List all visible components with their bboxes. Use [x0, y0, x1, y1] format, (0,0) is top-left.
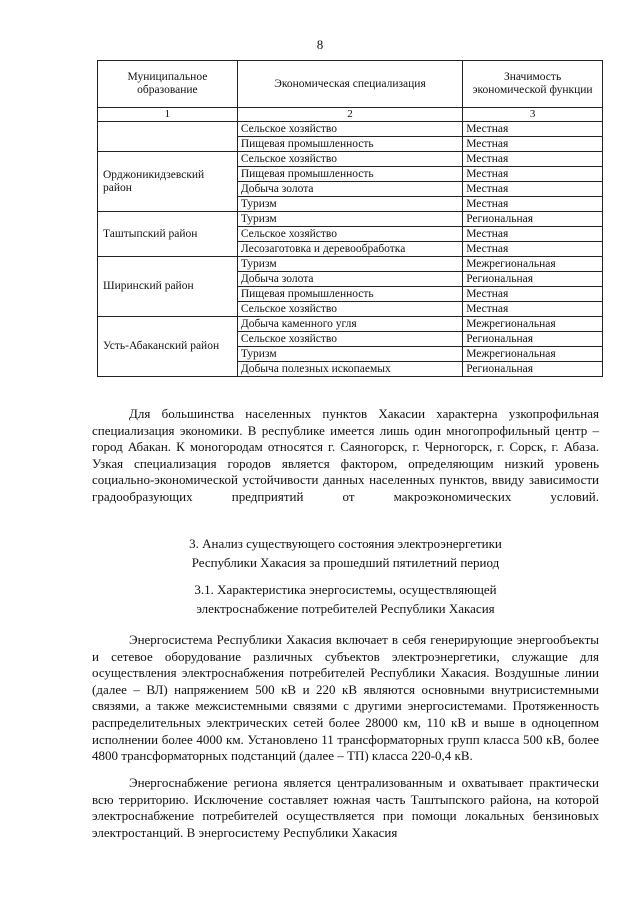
municipality-cell: Орджоникидзевский район — [98, 152, 238, 212]
municipality-cell — [98, 122, 238, 152]
paragraph-specialization: Для большинства населенных пунктов Хакасии характерна узкопрофильная специализация экономики. В республике имеется лишь один многопрофильный центр – город Абакан. К моногородам относятся г. Саяногорск, г. Черногорск, г. Сорск, г. Абаза. Узкая специализация городов является фактором, определяющим низкий уровень социально-экономической устойчивости данных населенных пунктов, ввиду зависимости градообразующих предприятий от макроэкономических условий. — [92, 406, 599, 504]
header-specialization: Экономическая специализация — [237, 61, 462, 108]
significance-cell: Местная — [463, 122, 603, 137]
section-3-1-heading — [92, 580, 599, 618]
significance-cell: Местная — [463, 287, 603, 302]
table-header-row — [98, 61, 603, 108]
significance-cell: Местная — [463, 137, 603, 152]
specialization-cell: Сельское хозяйство — [237, 152, 462, 167]
specialization-cell: Сельское хозяйство — [237, 302, 462, 317]
specialization-cell: Пищевая промышленность — [237, 137, 462, 152]
column-number-row — [98, 108, 603, 122]
table-row — [98, 212, 603, 227]
header-municipality: Муниципальное образование — [98, 61, 238, 108]
heading-line: 3.1. Характеристика энергосистемы, осуществляющей — [194, 582, 497, 597]
specialization-cell: Добыча полезных ископаемых — [237, 362, 462, 377]
specialization-cell: Сельское хозяйство — [237, 332, 462, 347]
significance-cell: Региональная — [463, 212, 603, 227]
specialization-cell: Туризм — [237, 257, 462, 272]
significance-cell: Межрегиональная — [463, 317, 603, 332]
table-row — [98, 257, 603, 272]
specialization-cell: Сельское хозяйство — [237, 122, 462, 137]
significance-cell: Местная — [463, 152, 603, 167]
heading-line: электроснабжение потребителей Республики Хакасия — [196, 601, 495, 616]
specialization-table — [97, 60, 603, 377]
section-3-heading — [92, 534, 599, 572]
header-significance: Значимость экономической функции — [463, 61, 603, 108]
significance-cell: Региональная — [463, 332, 603, 347]
significance-cell: Местная — [463, 167, 603, 182]
heading-line: 3. Анализ существующего состояния электроэнергетики — [189, 536, 502, 551]
specialization-cell: Туризм — [237, 212, 462, 227]
significance-cell: Межрегиональная — [463, 347, 603, 362]
specialization-cell: Добыча золота — [237, 182, 462, 197]
specialization-cell: Туризм — [237, 197, 462, 212]
specialization-cell: Добыча каменного угля — [237, 317, 462, 332]
column-number: 3 — [463, 108, 603, 122]
scan-stamp — [285, 856, 365, 878]
significance-cell: Местная — [463, 242, 603, 257]
heading-line: Республики Хакасия за прошедший пятилетний период — [191, 555, 500, 570]
specialization-cell: Туризм — [237, 347, 462, 362]
table-body — [98, 122, 603, 377]
significance-cell: Местная — [463, 182, 603, 197]
significance-cell: Межрегиональная — [463, 257, 603, 272]
column-number: 2 — [237, 108, 462, 122]
specialization-cell: Пищевая промышленность — [237, 167, 462, 182]
specialization-cell: Добыча золота — [237, 272, 462, 287]
specialization-cell: Сельское хозяйство — [237, 227, 462, 242]
significance-cell: Местная — [463, 227, 603, 242]
significance-cell: Местная — [463, 197, 603, 212]
paragraph-energy-supply: Энергоснабжение региона является централизованным и охватывает практически всю территорию. Исключение составляет южная часть Таштыпского района, на которой электроснабжение потребителей осуществляется при помощи локальных бензиновых электростанций. В энергосистему Республики Хакасия — [92, 775, 599, 840]
column-number: 1 — [98, 108, 238, 122]
table-row — [98, 152, 603, 167]
table-row — [98, 317, 603, 332]
specialization-cell: Пищевая промышленность — [237, 287, 462, 302]
municipality-cell: Усть-Абаканский район — [98, 317, 238, 377]
page-number: 8 — [316, 37, 324, 52]
significance-cell: Местная — [463, 302, 603, 317]
paragraph-energy-system: Энергосистема Республики Хакасия включает в себя генерирующие энергообъекты и сетевое оборудование различных субъектов электроэнергетики, служащие для осуществления электроснабжения потребителей Республики Хакасия. Воздушные линии (далее – ВЛ) напряжением 500 кВ и 220 кВ являются основными внутрисистемными связями, а также межсистемными связями с другими энергосистемами. Протяженность распределительных электрических сетей более 28000 км, 110 кВ и выше в одноцепном исполнении более 4000 км. Установлено 11 трансформаторных групп класса 500 кВ, более 4800 трансформаторных подстанций (далее – ТП) класса 220-0,4 кВ. — [92, 632, 599, 764]
municipality-cell: Ширинский район — [98, 257, 238, 317]
table-row — [98, 122, 603, 137]
specialization-cell: Лесозаготовка и деревообработка — [237, 242, 462, 257]
significance-cell: Региональная — [463, 362, 603, 377]
municipality-cell: Таштыпский район — [98, 212, 238, 257]
significance-cell: Региональная — [463, 272, 603, 287]
